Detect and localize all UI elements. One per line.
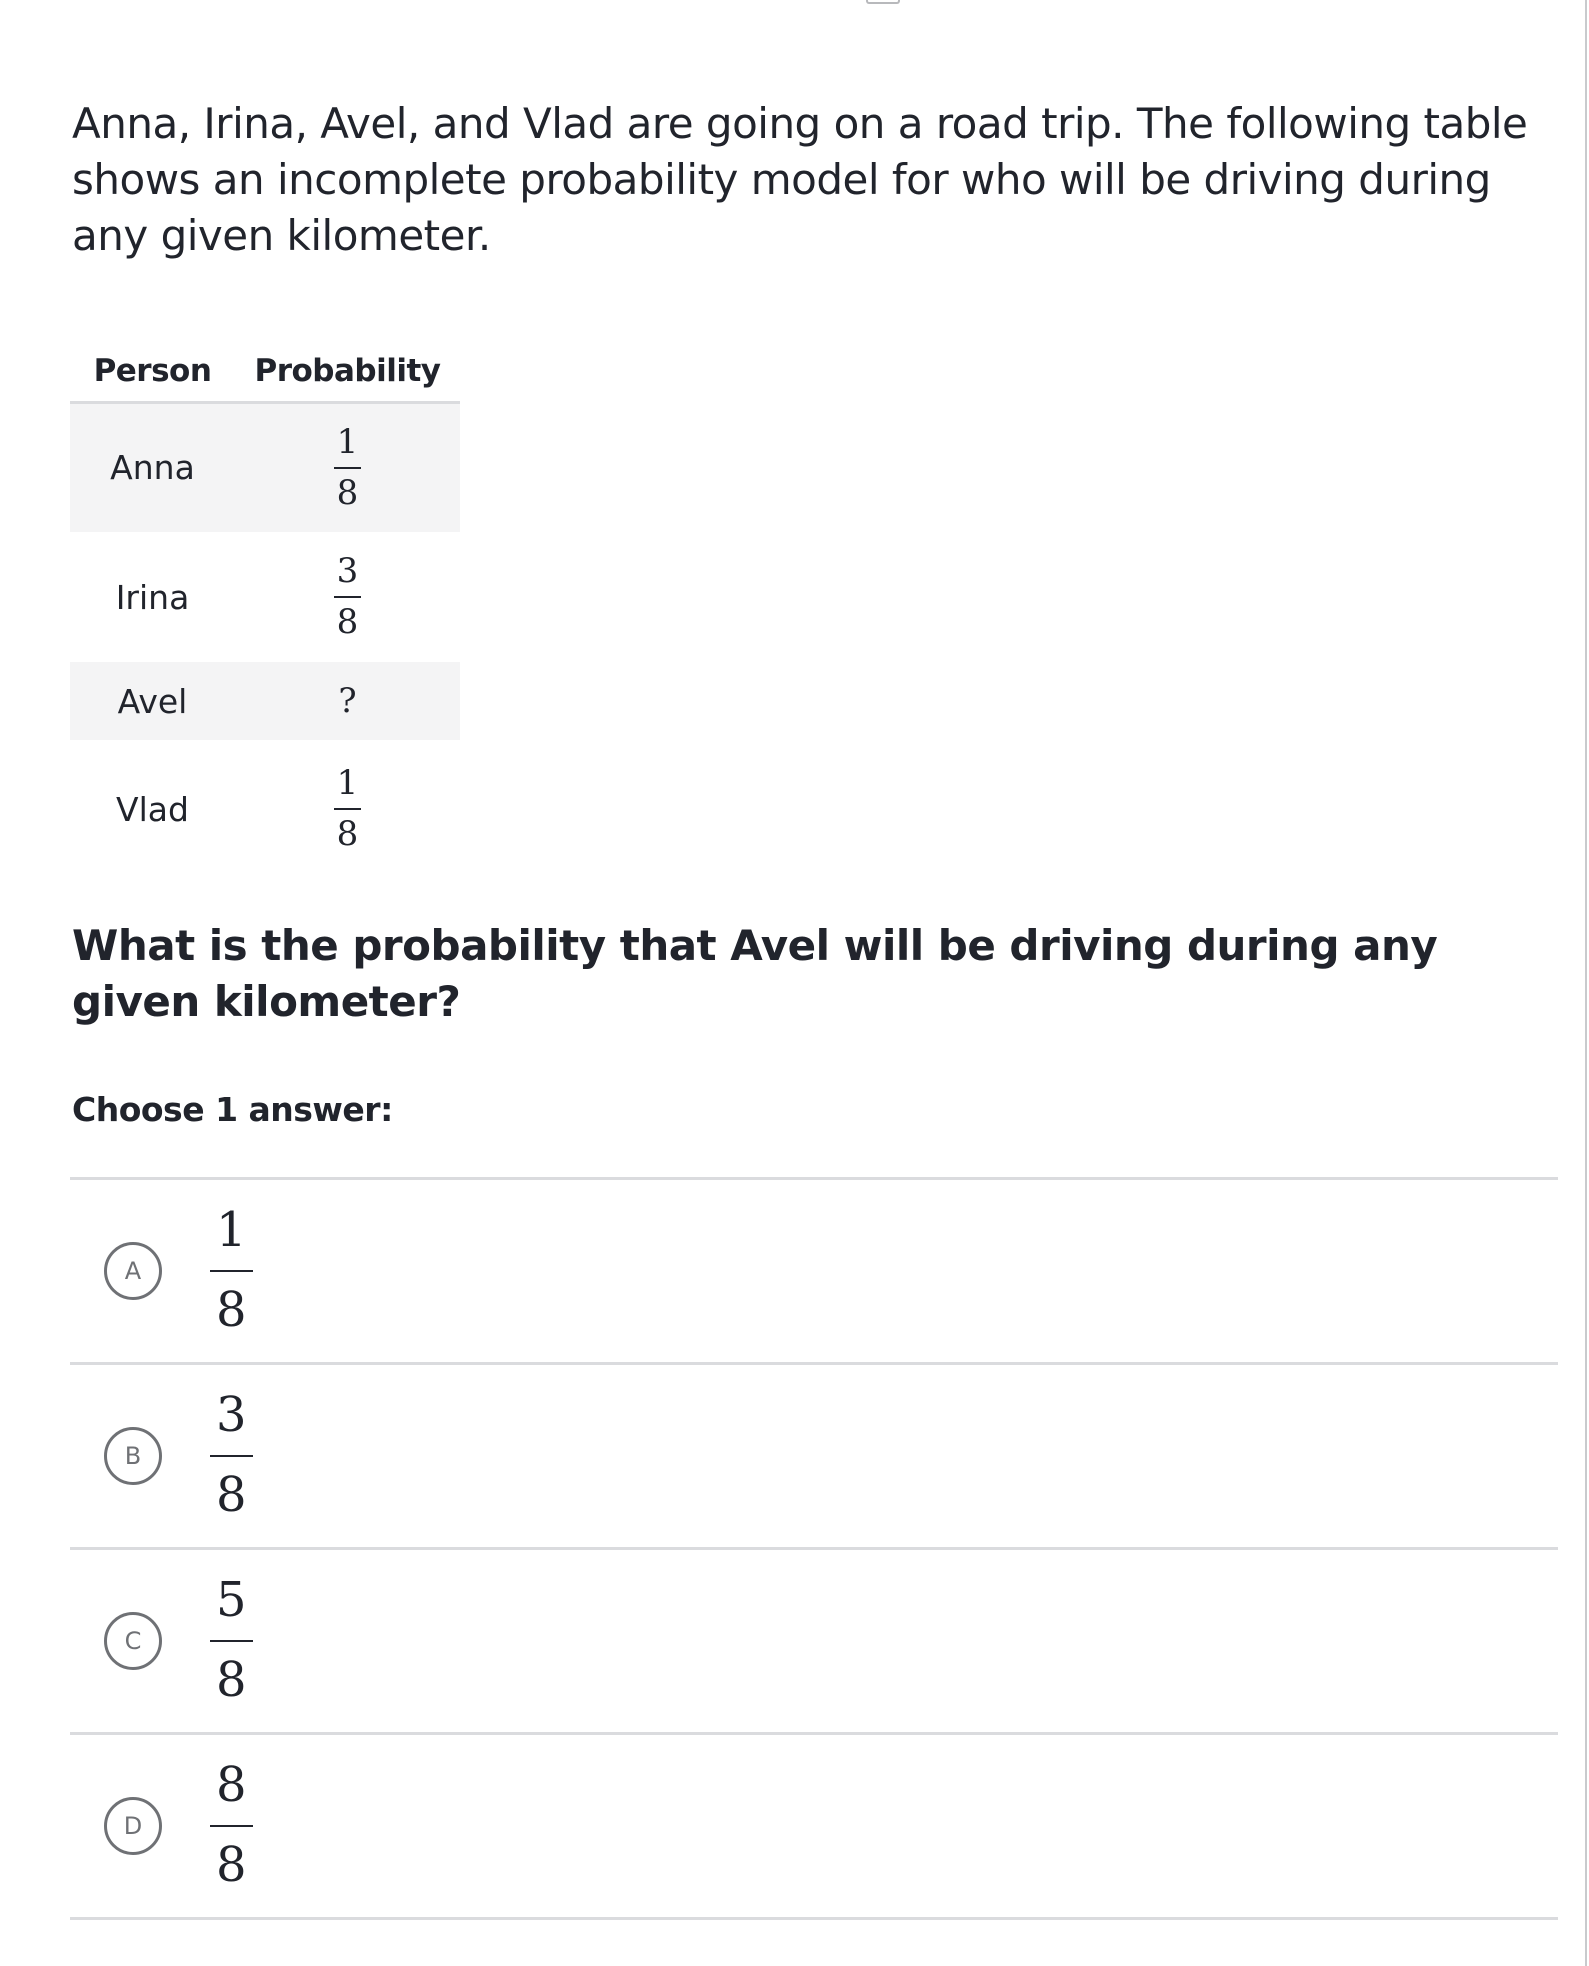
numerator: 8	[216, 1757, 247, 1814]
probability-table	[70, 342, 460, 878]
denominator: 8	[216, 1467, 247, 1523]
probability-cell	[235, 740, 460, 878]
fraction-bar	[210, 1455, 253, 1457]
person-name: Anna	[70, 402, 235, 532]
denominator: 8	[216, 1282, 247, 1338]
fraction-bar	[334, 808, 362, 810]
numerator: 3	[336, 551, 359, 592]
probability-cell	[235, 662, 460, 740]
table-row	[70, 740, 460, 878]
probability-cell	[235, 532, 460, 662]
choice-b[interactable]	[70, 1365, 1558, 1550]
person-name: Avel	[70, 662, 235, 740]
choice-fraction	[210, 1572, 253, 1709]
choice-c[interactable]	[70, 1550, 1558, 1735]
person-name: Vlad	[116, 789, 189, 829]
question-text: What is the probability that Avel will be driving during any given kilometer?	[72, 921, 1438, 1026]
header-person: Person	[70, 342, 235, 402]
denominator: 8	[336, 602, 359, 642]
unknown-value: ?	[338, 681, 357, 721]
probability-cell	[235, 402, 460, 532]
numerator: 1	[336, 763, 359, 804]
top-edge-tab	[866, 0, 900, 4]
radio-d[interactable]: D	[104, 1797, 162, 1855]
fraction-bar	[210, 1825, 253, 1827]
fraction	[334, 551, 362, 643]
problem-prompt: Anna, Irina, Avel, and Vlad are going on a road trip. The following table shows an incomplete probability model for who will be driving during any given kilometer.	[72, 99, 1528, 260]
numerator: 5	[216, 1572, 247, 1629]
numerator: 3	[216, 1387, 247, 1444]
radio-b[interactable]: B	[104, 1427, 162, 1485]
denominator: 8	[216, 1652, 247, 1708]
radio-a[interactable]: A	[104, 1242, 162, 1300]
fraction-bar	[210, 1640, 253, 1642]
choice-fraction	[210, 1202, 253, 1339]
table-row	[70, 532, 460, 662]
fraction-bar	[334, 596, 362, 598]
choice-fraction	[210, 1757, 253, 1894]
answer-choices	[70, 1177, 1558, 1920]
fraction-bar	[334, 467, 362, 469]
choice-d[interactable]	[70, 1735, 1558, 1920]
right-border	[1585, 0, 1587, 1966]
choice-fraction	[210, 1387, 253, 1524]
header-probability: Probability	[235, 342, 460, 402]
choice-a[interactable]	[70, 1180, 1558, 1365]
person-name: Irina	[115, 577, 190, 617]
choose-label: Choose 1 answer:	[72, 1090, 393, 1129]
table-row	[70, 662, 460, 740]
denominator: 8	[216, 1837, 247, 1893]
denominator: 8	[336, 814, 359, 854]
radio-c[interactable]: C	[104, 1612, 162, 1670]
fraction	[334, 422, 362, 514]
numerator: 1	[216, 1202, 247, 1259]
numerator: 1	[336, 421, 359, 462]
denominator: 8	[336, 472, 359, 513]
fraction	[334, 763, 362, 855]
fraction-bar	[210, 1270, 253, 1272]
table-row	[70, 402, 460, 532]
